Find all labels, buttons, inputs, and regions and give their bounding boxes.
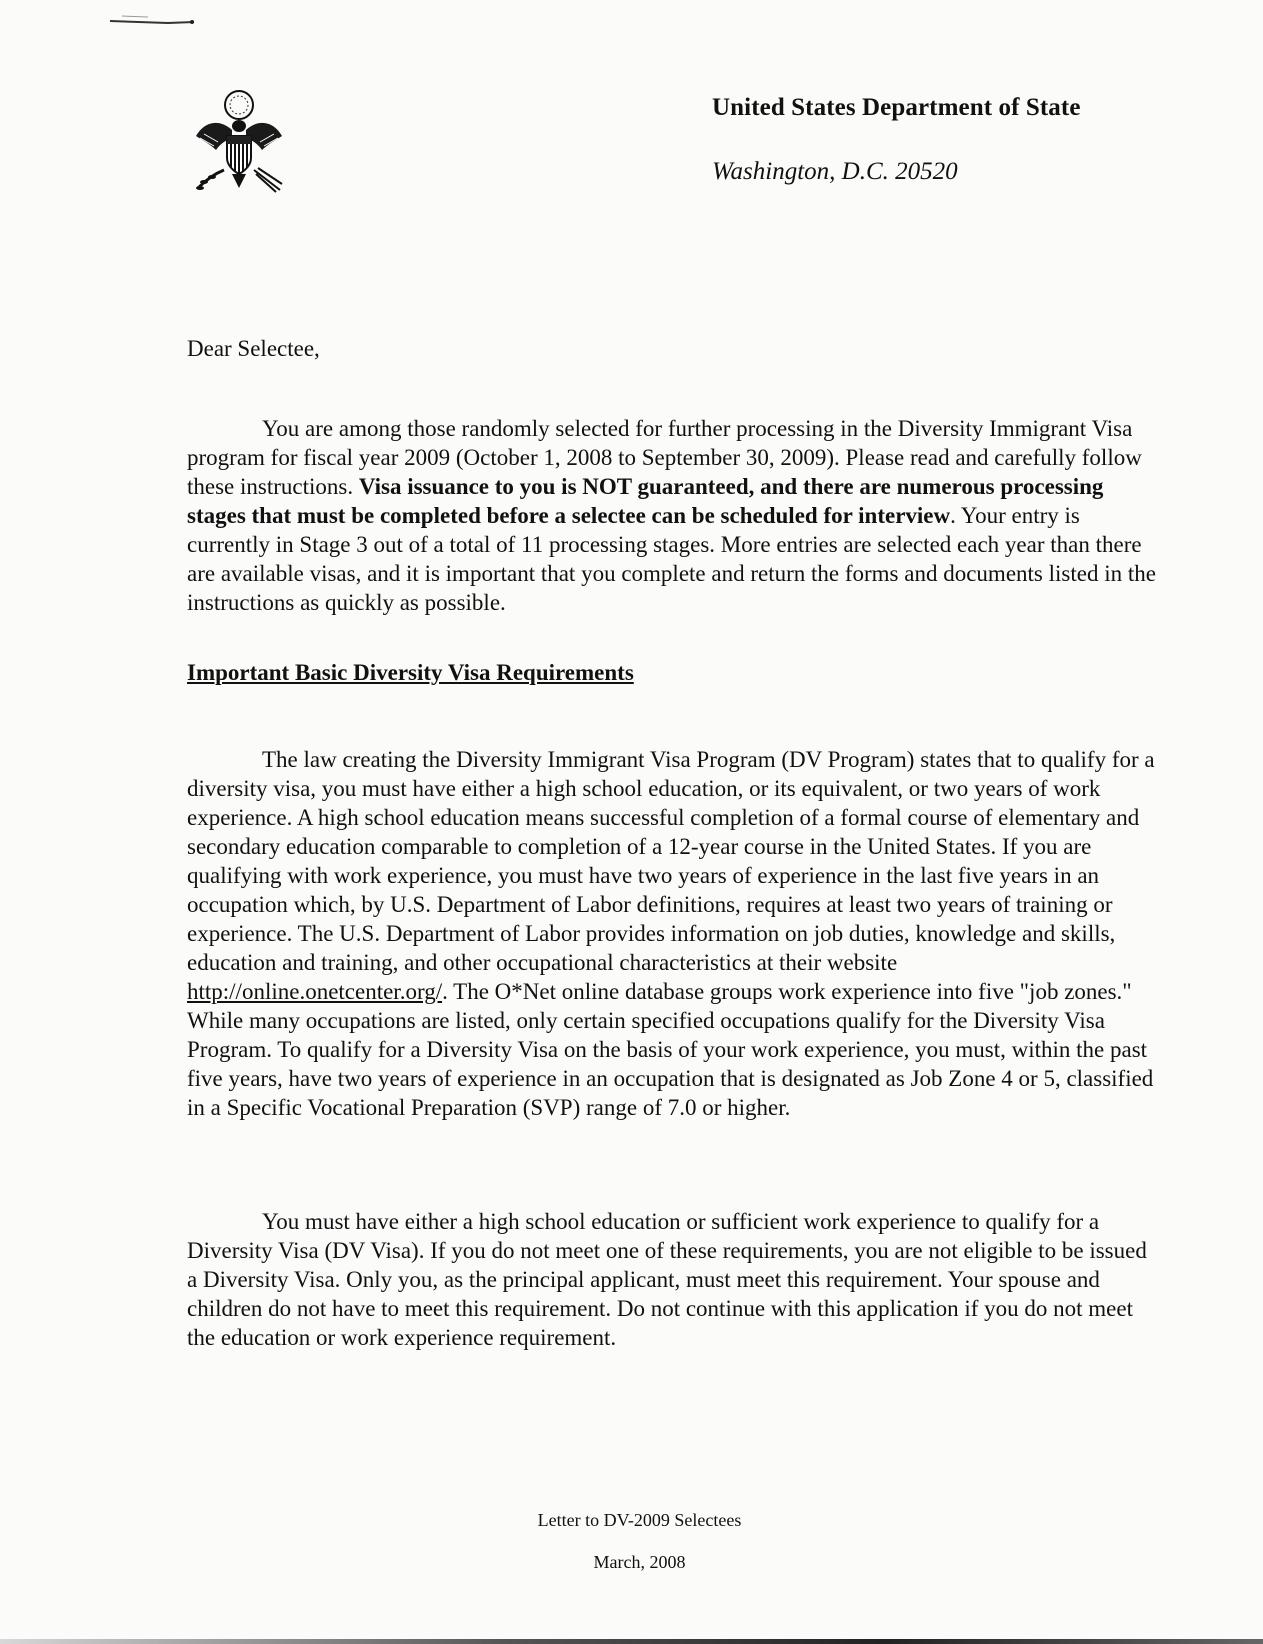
requirements-text-start: The law creating the Diversity Immigrant Visa Program (DV Program) states that to qualify for a diversity visa, you must have either a high school education, or its equivalent, or two years of work experience. A high school education means successful completion of a formal course of elementary and secondary education comparable to completion of a 12-year course in the United States. If you are qualifying with work experience, you must have two years of experience in the last five years in an occupation which, by U.S. Department of Labor definitions, requires at least two years of training or experience. The U.S. Department of Labor provides information on job duties, knowledge and skills, education and training, and other occupational characteristics at their website — [187, 747, 1155, 975]
department-name: United States Department of State — [712, 94, 1081, 121]
requirements-text-end: . The O*Net online database groups work experience into five "job zones." While many occupations are listed, only certain specified occupations qualify for the Diversity Visa Program. To qualify for a Diversity Visa on the basis of your work experience, you must, within the past five years, have two years of experience in an occupation that is designated as Job Zone 4 or 5, classified in a Specific Vocational Preparation (SVP) range of 7.0 or higher. — [187, 979, 1154, 1120]
intro-text-start: You are among those randomly selected for further processing in the Diversity Immigrant Visa program for fiscal year 2009 (October 1, 2008 to September 30, 2009). Please read and carefully follow these instructions. — [187, 416, 1142, 499]
footer-date: March, 2008 — [593, 1552, 686, 1572]
page-bottom-edge — [0, 1639, 1263, 1644]
requirements-paragraph — [187, 745, 1162, 1122]
great-seal-icon — [184, 88, 294, 198]
salutation: Dear Selectee, — [187, 336, 320, 361]
intro-paragraph — [187, 414, 1162, 617]
intro-text-end: . Your entry is currently in Stage 3 out of a total of 11 processing stages. More entries are selected each year than there are available visas, and it is important that you complete and return the forms and documents listed in the instructions as quickly as possible. — [187, 503, 1156, 615]
eligibility-paragraph: You must have either a high school education or sufficient work experience to qualify for a Diversity Visa (DV Visa). If you do not meet one of these requirements, you are not eligible to be issued a Diversity Visa. Only you, as the principal applicant, must meet this requirement. Your spouse and children do not have to meet this requirement. Do not continue with this application if you do not meet the education or work experience requirement. — [187, 1209, 1147, 1350]
intro-warning-bold: Visa issuance to you is NOT guaranteed, and there are numerous processing stages that must be completed before a selectee can be scheduled for interview — [187, 474, 1104, 528]
onet-website-link[interactable]: http://online.onetcenter.org/ — [187, 979, 443, 1004]
scan-artifact-mark — [108, 14, 196, 28]
department-address: Washington, D.C. 20520 — [712, 158, 958, 185]
footer-title: Letter to DV-2009 Selectees — [537, 1510, 742, 1530]
section-heading: Important Basic Diversity Visa Requirements — [187, 660, 634, 685]
